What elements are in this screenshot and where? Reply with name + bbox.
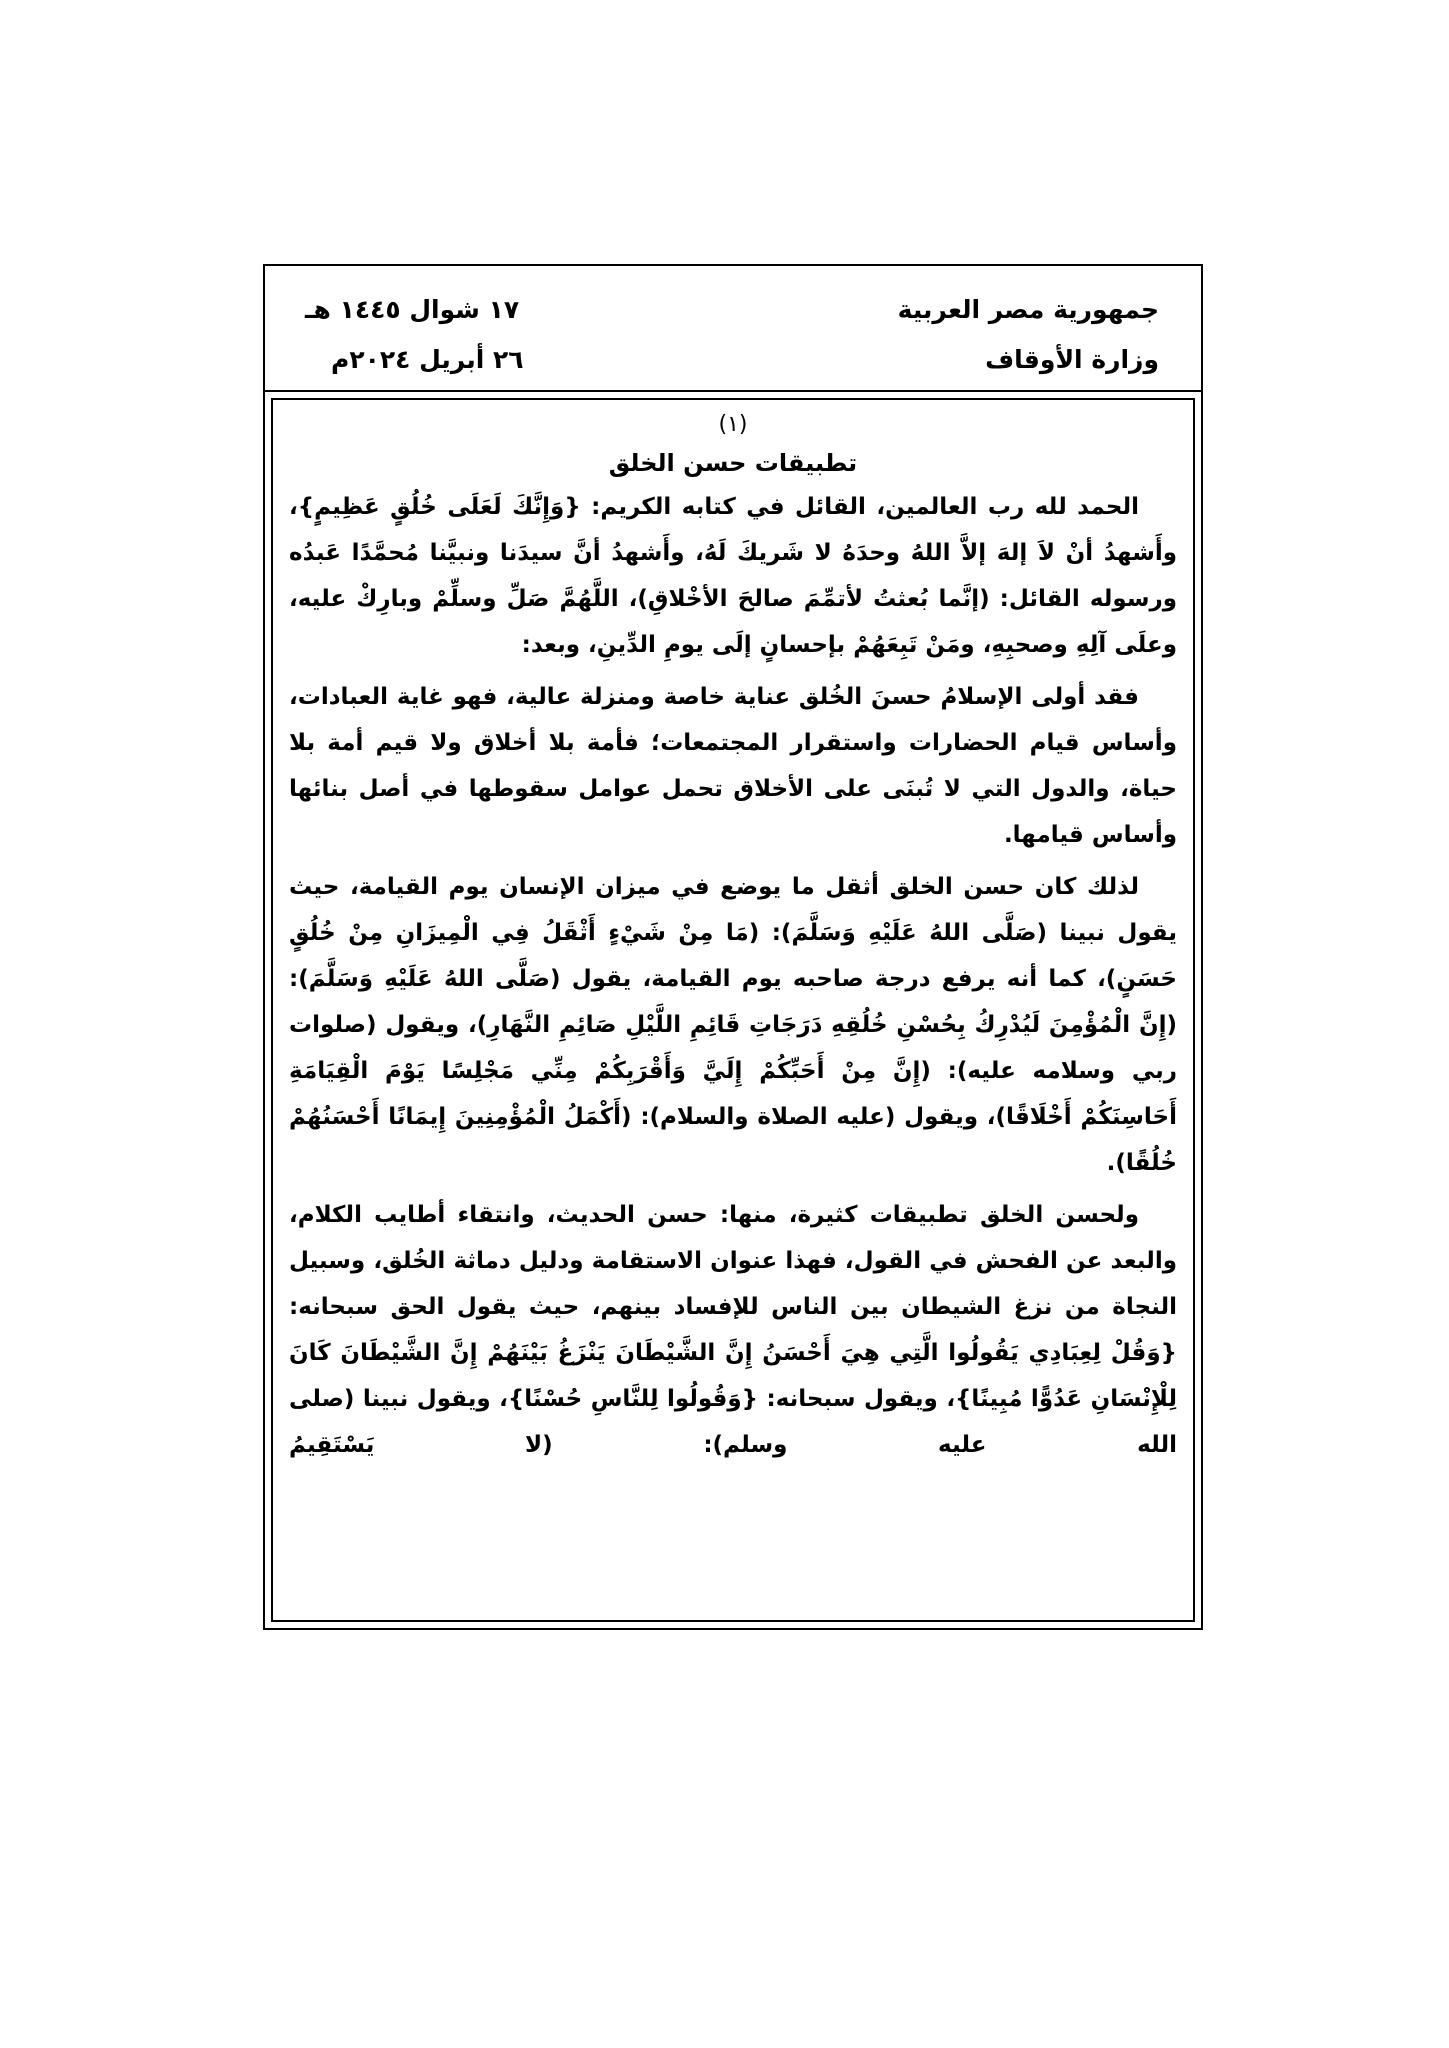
paragraph: لذلك كان حسن الخلق أثقل ما يوضع في ميزان الإنسان يوم القيامة، حيث يقول نبينا (صَلَّى اللهُ عَلَيْهِ وَسَلَّمَ): (مَا مِنْ شَيْءٍ أَثْقَلُ فِي الْمِيزَانِ مِنْ خُلُقٍ حَسَنٍ)، كما أنه يرفع درجة صاحبه يوم القيامة، يقول (صَلَّى اللهُ عَلَيْهِ وَسَلَّمَ): (إِنَّ الْمُؤْمِنَ لَيُدْرِكُ بِحُسْنِ خُلُقِهِ دَرَجَاتِ قَائِمِ اللَّيْلِ صَائِمِ النَّهَارِ)، ويقول (صلوات ربي وسلامه عليه): (إِنَّ مِنْ أَحَبِّكُمْ إِلَيَّ وَأَقْرَبِكُمْ مِنِّي مَجْلِسًا يَوْمَ الْقِيَامَةِ أَحَاسِنَكُمْ أَخْلَاقًا)، ويقول (عليه الصلاة والسلام): (أَكْمَلُ الْمُؤْمِنِينَ إِيمَانًا أَحْسَنُهُمْ خُلُقًا). <box>289 874 1177 1176</box>
ministry-name: وزارة الأوقاف <box>985 345 1159 374</box>
country-name: جمهورية مصر العربية <box>897 295 1159 324</box>
paragraph: ولحسن الخلق تطبيقات كثيرة، منها: حسن الحديث، وانتقاء أطايب الكلام، والبعد عن الفحش في القول، فهذا عنوان الاستقامة ودليل دماثة الخُلق، وسبيل النجاة من نزغ الشيطان بين الناس للإفساد بينهم، حيث يقول الحق سبحانه: {وَقُلْ لِعِبَادِي يَقُولُوا الَّتِي هِيَ أَحْسَنُ إِنَّ الشَّيْطَانَ يَنْزَغُ بَيْنَهُمْ إِنَّ الشَّيْطَانَ كَانَ لِلْإِنْسَانِ عَدُوًّا مُبِينًا}، ويقول سبحانه: {وَقُولُوا لِلنَّاسِ حُسْنًا}، ويقول نبينا (صلى الله عليه وسلم): (لا يَسْتَقِيمُ <box>289 1202 1177 1458</box>
page-title: تطبيقات حسن الخلق <box>608 449 858 477</box>
paragraph: فقد أولى الإسلامُ حسنَ الخُلق عناية خاصة ومنزلة عالية، فهو غاية العبادات، وأساس قيام الحضارات واستقرار المجتمعات؛ فأمة بلا أخلاق ولا قيم أمة بلا حياة، والدول التي لا تُبنَى على الأخلاق تحمل عوامل سقوطها في أصل بنائها وأساس قيامها. <box>289 684 1177 848</box>
document-frame <box>263 264 1203 1630</box>
letterhead <box>265 266 1201 392</box>
content-clip <box>273 400 1193 1620</box>
content-frame <box>271 398 1195 1622</box>
page-number: (١) <box>718 412 748 437</box>
content-body <box>289 410 1177 1474</box>
gregorian-date: ٢٦ أبريل ٢٠٢٤م <box>331 345 524 374</box>
hijri-date: ١٧ شوال ١٤٤٥ هـ <box>305 295 520 324</box>
paragraph: الحمد لله رب العالمين، القائل في كتابه الكريم: {وَإِنَّكَ لَعَلَى خُلُقٍ عَظِيمٍ}، وأَشهدُ أنْ لاَ إلهَ إلاَّ اللهُ وحدَهُ لا شَريكَ لَهُ، وأَشهدُ أنَّ سيدَنا ونبيَّنا مُحمَّدًا عَبدُه ورسوله القائل: (إنَّما بُعثتُ لأتمِّمَ صالحَ الأخْلاقِ)، اللَّهُمَّ صَلِّ وسلِّمْ وبارِكْ عليه، وعلَى آلِهِ وصحبِهِ، ومَنْ تَبِعَهُمْ بإحسانٍ إلَى يومِ الدِّينِ، وبعد: <box>289 494 1177 658</box>
